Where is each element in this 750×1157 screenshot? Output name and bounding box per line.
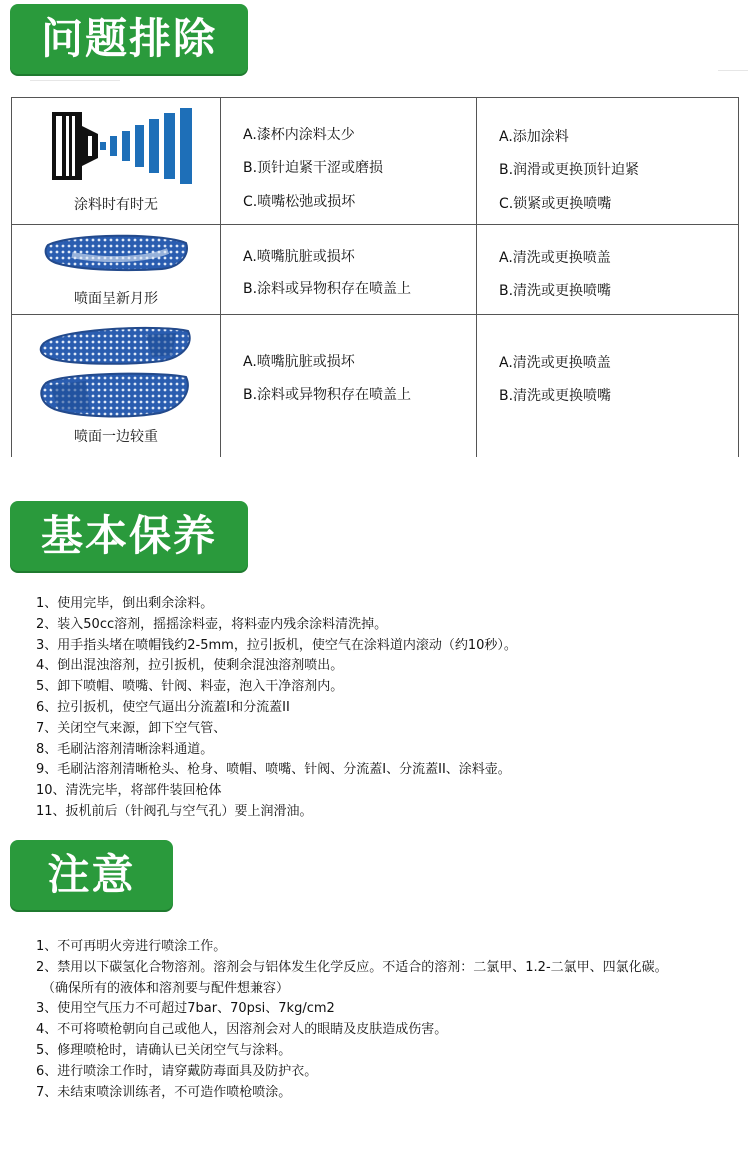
list-item: （确保所有的液体和溶剂要与配件想兼容） [42,980,290,996]
symptom-cell [12,315,221,457]
table-row [12,315,738,457]
list-item: 6、进行喷涂工作时，请穿戴防毒面具及防护衣。 [36,1063,318,1079]
causes-cell [221,98,477,224]
divider [718,70,748,71]
remedies-cell [477,225,739,314]
remedy-item: B.清洗或更换喷嘴 [499,283,612,299]
causes-cell [221,225,477,314]
remedy-item: A.添加涂料 [499,129,569,145]
remedy-item: B.清洗或更换喷嘴 [499,388,612,404]
cause-item: A.喷嘴肮脏或损坏 [243,249,355,265]
notes-title: 注意 [10,840,173,910]
symptom-cell [12,225,221,314]
remedy-item: A.清洗或更换喷盖 [499,250,611,266]
list-item: 9、毛刷沾溶剂清晰枪头、枪身、喷帽、喷嘴、针阀、分流蓋I、分流蓋II、涂料壶。 [36,762,511,778]
cause-item: B.涂料或异物积存在喷盖上 [243,387,412,403]
notes-list [36,937,668,1103]
list-item: 3、用手指头堵在喷帽钱约2-5mm，拉引扳机，使空气在涂料道内滚动（约10秒）。 [36,637,517,653]
troubleshooting-table [11,97,739,457]
list-item: 2、禁用以下碳氢化合物溶剂。溶剂会与铝体发生化学反应。不适合的溶剂：二氯甲、1.2-二氯甲、四氯化碳。 [36,959,668,975]
divider [30,80,120,81]
list-item: 2、装入50cc溶剂，摇摇涂料壶，将料壶内残余涂料清洗掉。 [36,616,388,632]
crescent-pattern-icon [42,231,192,273]
remedy-item: B.润滑或更换顶针迫紧 [499,162,640,178]
list-item: 8、毛刷沾溶剂清晰涂料通道。 [36,741,214,757]
troubleshooting-title: 问题排除 [10,4,248,74]
table-row [12,225,738,315]
maintenance-title: 基本保养 [10,501,248,571]
cause-item: B.顶针迫紧干涩或磨损 [243,160,384,176]
list-item: 5、修理喷枪时，请确认已关闭空气与涂料。 [36,1042,292,1058]
remedies-cell [477,315,739,457]
symptom-label: 涂料时有时无 [74,197,158,213]
list-item: 5、卸下喷帽、喷嘴、针阀、料壶，泡入干净溶剂内。 [36,679,344,695]
list-item: 1、使用完毕，倒出剩余涂料。 [36,596,214,611]
cause-item: B.涂料或异物积存在喷盖上 [243,281,412,297]
remedies-cell [477,98,739,224]
cause-item: C.喷嘴松弛或损坏 [243,194,356,210]
cause-item: A.漆杯内涂料太少 [243,127,355,143]
table-row [12,98,738,225]
uneven-pattern-icon [36,321,196,421]
spray-nozzle-icon [48,106,198,186]
list-item: 7、关闭空气来源，卸下空气管、 [36,720,227,736]
list-item: 1、不可再明火旁进行喷涂工作。 [36,939,227,954]
list-item: 6、拉引扳机，使空气逼出分流蓋I和分流蓋II [36,699,290,715]
list-item: 10、清洗完毕，将部件装回枪体 [36,783,222,799]
list-item: 4、倒出混浊溶剂，拉引扳机，使剩余混浊溶剂喷出。 [36,658,344,674]
list-item: 4、不可将喷枪朝向自己或他人，因溶剂会对人的眼睛及皮肤造成伤害。 [36,1022,448,1038]
maintenance-list [36,594,517,823]
causes-cell [221,315,477,457]
remedy-item: A.清洗或更换喷盖 [499,355,611,371]
remedy-item: C.锁紧或更换喷嘴 [499,196,612,212]
symptom-label: 喷面呈新月形 [74,291,158,307]
symptom-cell [12,98,221,224]
list-item: 3、使用空气压力不可超过7bar、70psi、7kg/cm2 [36,1001,335,1017]
cause-item: A.喷嘴肮脏或损坏 [243,354,355,370]
list-item: 11、扳机前后（针阀孔与空气孔）要上润滑油。 [36,803,313,819]
list-item: 7、未结束喷涂训练者，不可造作喷枪喷涂。 [36,1084,292,1100]
symptom-label: 喷面一边较重 [74,429,158,445]
